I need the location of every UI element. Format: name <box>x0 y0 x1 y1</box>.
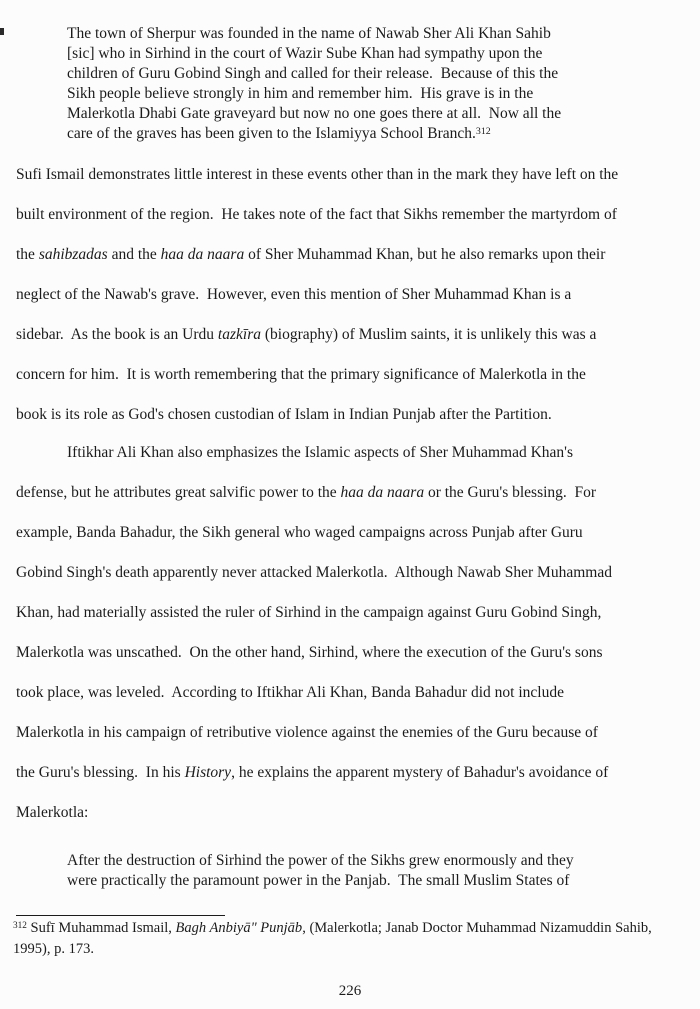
paragraph-line: sidebar. As the book is an Urdu tazkīra (biography) of Muslim saints, it is unlikely this was a <box>16 326 597 343</box>
paragraph-line: Malerkotla in his campaign of retributive violence against the enemies of the Guru because of <box>16 724 598 741</box>
paragraph-line: the Guru's blessing. In his History, he explains the apparent mystery of Bahadur's avoidance of <box>16 764 609 781</box>
paragraph-line: built environment of the region. He takes note of the fact that Sikhs remember the martyrdom of <box>16 206 617 223</box>
paragraph-line: Malerkotla was unscathed. On the other hand, Sirhind, where the execution of the Guru's sons <box>16 644 603 661</box>
paragraph-line: took place, was leveled. According to Iftikhar Ali Khan, Banda Bahadur did not include <box>16 684 564 701</box>
paragraph-line: Gobind Singh's death apparently never attacked Malerkotla. Although Nawab Sher Muhammad <box>16 564 612 581</box>
paragraph-line: Sufi Ismail demonstrates little interest in these events other than in the mark they have left on the <box>16 166 619 183</box>
body-paragraph-1 <box>16 155 694 435</box>
paragraph-line: book is its role as God's chosen custodian of Islam in Indian Punjab after the Partition. <box>16 406 552 423</box>
footnote-312 <box>13 918 695 960</box>
footnote-line: $^{312}$ Sufī Muhammad Ismail, Bagh Anbiyā" Punjāb, (Malerkotla; Janab Doctor Muhammad Nizamuddin Sahib, <box>13 920 652 936</box>
quote-line: The town of Sherpur was founded in the name of Nawab Sher Ali Khan Sahib <box>67 25 551 42</box>
paragraph-line: neglect of the Nawab's grave. However, even this mention of Sher Muhammad Khan is a <box>16 286 572 303</box>
footnote-separator <box>16 915 225 916</box>
body-paragraph-2 <box>16 433 694 833</box>
quote-line: were practically the paramount power in the Panjab. The small Muslim States of <box>67 872 570 889</box>
block-quote-top <box>67 24 647 144</box>
page-number: 226 <box>338 983 362 999</box>
paragraph-line: example, Banda Bahadur, the Sikh general who waged campaigns across Punjab after Guru <box>16 524 583 541</box>
quote-line-with-footnote-ref: care of the graves has been given to the Islamiyya School Branch.$^{312}$ <box>67 125 491 142</box>
paragraph-line: concern for him. It is worth remembering that the primary significance of Malerkotla in the <box>16 366 586 383</box>
quote-line: [sic] who in Sirhind in the court of Wazir Sube Khan had sympathy upon the <box>67 45 543 62</box>
quote-line: After the destruction of Sirhind the power of the Sikhs grew enormously and they <box>67 852 574 869</box>
paragraph-line: defense, but he attributes great salvific power to the haa da naara or the Guru's blessing. For <box>16 484 597 501</box>
block-quote-bottom <box>67 851 647 891</box>
footnote-line: 1995), p. 173. <box>13 941 94 957</box>
paragraph-line: Iftikhar Ali Khan also emphasizes the Islamic aspects of Sher Muhammad Khan's <box>67 444 573 461</box>
paragraph-line: Malerkotla: <box>16 804 89 821</box>
paragraph-line: the sahibzadas and the haa da naara of Sher Muhammad Khan, but he also remarks upon their <box>16 246 606 263</box>
quote-line: Malerkotla Dhabi Gate graveyard but now no one goes there at all. Now all the <box>67 105 562 122</box>
quote-line: children of Guru Gobind Singh and called for their release. Because of this the <box>67 65 559 82</box>
scan-artifact <box>0 28 4 35</box>
paragraph-line: Khan, had materially assisted the ruler of Sirhind in the campaign against Guru Gobind Singh, <box>16 604 602 621</box>
quote-line: Sikh people believe strongly in him and remember him. His grave is in the <box>67 85 534 102</box>
